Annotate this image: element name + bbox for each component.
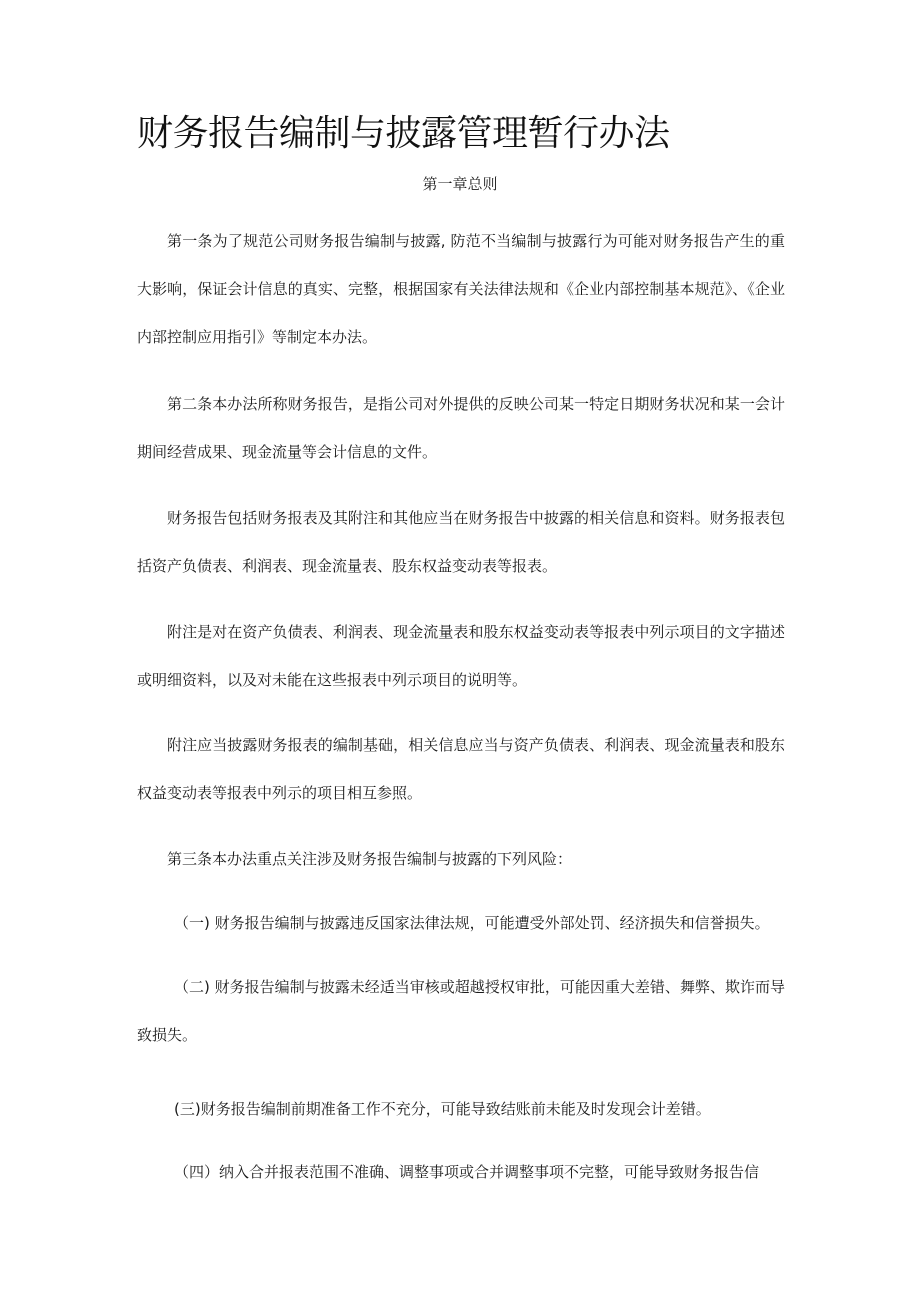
paragraph-notes-definition: 附注是对在资产负债表、利润表、现金流量表和股东权益变动表等报表中列示项目的文字描述或明细资料，以及对未能在这些报表中列示项目的说明等。 — [137, 623, 785, 689]
list-item-risk-1: （一) 财务报告编制与披露违反国家法律法规，可能遭受外部处罚、经济损失和信誉损失。 — [174, 914, 770, 932]
document-title: 财务报告编制与披露管理暂行办法 — [137, 113, 670, 154]
paragraph-article-1: 第一条为了规范公司财务报告编制与披露, 防范不当编制与披露行为可能对财务报告产生的重大影响，保证会计信息的真实、完整，根据国家有关法律法规和《企业内部控制基本规范》、《企业内部控制应用指引》等制定本办法。 — [137, 232, 785, 346]
list-item-risk-2: （二) 财务报告编制与披露未经适当审核或超越授权审批，可能因重大差错、舞弊、欺诈而导致损失。 — [137, 978, 785, 1044]
paragraph-article-2: 第二条本办法所称财务报告，是指公司对外提供的反映公司某一特定日期财务状况和某一会计期间经营成果、现金流量等会计信息的文件。 — [137, 395, 785, 461]
paragraph-notes-disclosure: 附注应当披露财务报表的编制基础，相关信息应当与资产负债表、利润表、现金流量表和股东权益变动表等报表中列示的项目相互参照。 — [137, 736, 785, 802]
list-item-risk-3: (三)财务报告编制前期准备工作不充分，可能导致结账前未能及时发现会计差错。 — [174, 1100, 711, 1118]
chapter-heading: 第一章总则 — [422, 175, 498, 193]
paragraph-article-3: 第三条本办法重点关注涉及财务报告编制与披露的下列风险： — [167, 850, 573, 868]
list-item-risk-4: （四）纳入合并报表范围不准确、调整事项或合并调整事项不完整，可能导致财务报告信 — [174, 1163, 760, 1181]
paragraph-report-contents: 财务报告包括财务报表及其附注和其他应当在财务报告中披露的相关信息和资料。财务报表包括资产负债表、利润表、现金流量表、股东权益变动表等报表。 — [137, 509, 785, 575]
